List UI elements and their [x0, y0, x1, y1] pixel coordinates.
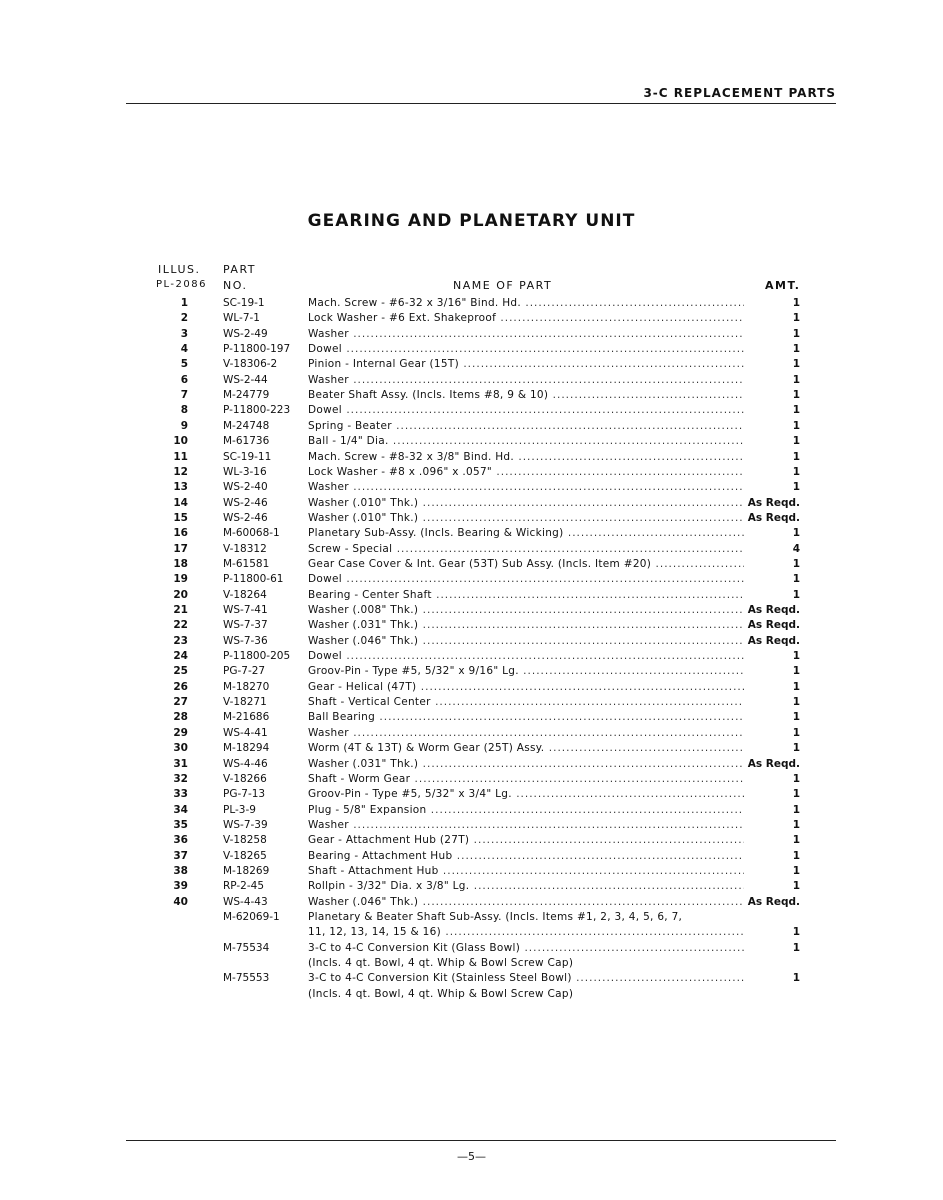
part-number: M-75553: [223, 972, 270, 985]
col-name-label: NAME OF PART: [453, 279, 553, 292]
table-row: [0, 634, 943, 649]
part-name: Rollpin - 3/32" Dia. x 3/8" Lg. .....: [308, 879, 744, 894]
part-name: Beater Shaft Assy. (Incls. Items #8, 9 & 10) .....: [308, 388, 744, 403]
illus-number: 1: [180, 297, 188, 309]
part-number: P-11800-205: [223, 650, 291, 663]
part-name: Washer .....: [308, 373, 744, 388]
part-name: Washer (.031" Thk.) .....: [308, 618, 744, 633]
part-number: M-24779: [223, 389, 270, 402]
part-number: WS-7-37: [223, 619, 268, 632]
illus-number: 24: [173, 650, 188, 663]
table-row: [0, 956, 943, 971]
part-number: WS-4-43: [223, 895, 268, 908]
part-amount: 1: [792, 358, 800, 371]
table-row: [0, 726, 943, 741]
part-name: Groov-Pin - Type #5, 5/32" x 9/16" Lg. .....: [308, 664, 744, 679]
part-amount: 1: [792, 373, 800, 386]
part-name: Washer (.010" Thk.) .....: [308, 511, 744, 526]
table-row: [0, 511, 943, 526]
part-number: M-18269: [223, 864, 270, 877]
part-number: V-18265: [223, 849, 267, 862]
part-number: SC-19-1: [223, 297, 265, 309]
part-amount: 1: [792, 573, 800, 586]
part-number: WS-2-46: [223, 511, 268, 524]
table-row: [0, 695, 943, 710]
table-row: [0, 879, 943, 894]
illus-number: 12: [173, 465, 188, 478]
part-amount: 1: [792, 465, 800, 478]
part-name: 3-C to 4-C Conversion Kit (Glass Bowl) .....: [308, 941, 744, 956]
part-amount: 1: [792, 926, 800, 939]
part-amount: 1: [792, 849, 800, 862]
table-row: [0, 710, 943, 725]
part-amount: 1: [792, 742, 800, 755]
footer-rule: [126, 1140, 836, 1141]
part-name: Ball Bearing .....: [308, 710, 744, 725]
table-row: [0, 925, 943, 940]
part-number: PG-7-27: [223, 665, 266, 678]
illus-number: 16: [173, 527, 188, 540]
part-name: Shaft - Vertical Center .....: [308, 695, 744, 710]
table-row: [0, 465, 943, 480]
table-row: [0, 311, 943, 326]
part-amount: 1: [792, 772, 800, 785]
part-name: Pinion - Internal Gear (15T) .....: [308, 357, 744, 372]
table-row: [0, 526, 943, 541]
part-amount: 1: [792, 941, 800, 954]
part-number: V-18264: [223, 588, 267, 601]
table-row: [0, 895, 943, 910]
table-row: [0, 388, 943, 403]
part-amount: 1: [792, 588, 800, 601]
table-row: [0, 557, 943, 572]
part-name: Gear - Helical (47T) .....: [308, 680, 744, 695]
illus-number: 17: [173, 542, 188, 555]
part-amount: As Reqd.: [747, 511, 800, 524]
table-row: [0, 327, 943, 342]
illus-number: 32: [173, 772, 188, 785]
part-name: Mach. Screw - #8-32 x 3/8" Bind. Hd. .....: [308, 450, 744, 465]
page-header: [0, 84, 943, 106]
table-row: [0, 403, 943, 418]
part-amount: 1: [792, 435, 800, 448]
illus-number: 19: [173, 573, 188, 586]
part-number: WS-2-49: [223, 327, 268, 340]
part-number: WS-7-41: [223, 604, 268, 616]
part-name: Washer (.031" Thk.) .....: [308, 757, 744, 772]
part-number: WS-4-41: [223, 726, 268, 739]
part-number: M-18270: [223, 680, 270, 693]
part-number: M-61736: [223, 435, 270, 448]
table-row: [0, 818, 943, 833]
part-amount: 1: [792, 665, 800, 678]
illus-number: 37: [173, 849, 188, 862]
part-name: Shaft - Worm Gear .....: [308, 772, 744, 787]
part-number: WS-7-39: [223, 818, 268, 831]
illus-number: 9: [180, 419, 188, 432]
illus-number: 10: [173, 435, 188, 448]
part-number: WL-3-16: [223, 465, 267, 478]
table-row: [0, 772, 943, 787]
part-name: Planetary & Beater Shaft Sub-Assy. (Incls. Items #1, 2, 3, 4, 5, 6, 7,: [308, 911, 683, 923]
illus-number: 40: [173, 895, 188, 908]
part-name: Worm (4T & 13T) & Worm Gear (25T) Assy. .....: [308, 741, 744, 756]
col-illus-label-1: ILLUS.: [158, 263, 201, 276]
part-name: Washer .....: [308, 818, 744, 833]
part-name: Washer (.010" Thk.) .....: [308, 496, 744, 511]
part-amount: 1: [792, 527, 800, 540]
illus-number: 2: [180, 312, 188, 325]
page-title: GEARING AND PLANETARY UNIT: [307, 211, 636, 231]
table-row: [0, 649, 943, 664]
part-name: Gear - Attachment Hub (27T) .....: [308, 833, 744, 848]
part-name: (Incls. 4 qt. Bowl, 4 qt. Whip & Bowl Screw Cap): [308, 987, 574, 1000]
part-number: P-11800-223: [223, 404, 291, 417]
part-amount: As Reqd.: [747, 604, 800, 616]
col-part-label-2: NO.: [223, 279, 248, 292]
table-row: [0, 941, 943, 956]
part-number: V-18271: [223, 696, 267, 709]
part-amount: 1: [792, 818, 800, 831]
part-amount: As Reqd.: [747, 619, 800, 632]
illus-number: 27: [173, 696, 188, 709]
illus-number: 30: [173, 742, 188, 755]
table-row: [0, 419, 943, 434]
part-name: Screw - Special .....: [308, 542, 744, 557]
part-number: WL-7-1: [223, 312, 260, 325]
illus-number: 36: [173, 834, 188, 847]
part-number: P-11800-197: [223, 343, 291, 356]
table-row: [0, 357, 943, 372]
part-name: Spring - Beater .....: [308, 419, 744, 434]
illus-number: 23: [173, 634, 188, 647]
illus-number: 4: [180, 343, 188, 356]
part-amount: 1: [792, 650, 800, 663]
part-name: Shaft - Attachment Hub .....: [308, 864, 744, 879]
part-name: Washer .....: [308, 327, 744, 342]
illus-number: 33: [173, 788, 188, 801]
part-number: WS-2-46: [223, 496, 268, 509]
part-name: Washer .....: [308, 726, 744, 741]
illus-number: 35: [173, 818, 188, 831]
part-amount: 1: [792, 404, 800, 417]
table-row: [0, 680, 943, 695]
part-name: Planetary Sub-Assy. (Incls. Bearing & Wicking) .....: [308, 526, 744, 541]
table-row: [0, 833, 943, 848]
table-row: [0, 296, 943, 311]
illus-number: 21: [173, 604, 188, 616]
part-amount: 1: [792, 880, 800, 893]
part-name: Bearing - Attachment Hub .....: [308, 849, 744, 864]
table-row: [0, 450, 943, 465]
header-section-title: 3-C REPLACEMENT PARTS: [643, 86, 836, 100]
part-amount: 1: [792, 788, 800, 801]
col-illus-label-2: PL-2086: [156, 279, 207, 290]
part-number: PL-3-9: [223, 803, 256, 816]
part-amount: 1: [792, 864, 800, 877]
part-number: WS-7-36: [223, 634, 268, 647]
part-number: WS-4-46: [223, 757, 268, 770]
part-name: Washer (.046" Thk.) .....: [308, 895, 744, 910]
table-row: [0, 864, 943, 879]
illus-number: 20: [173, 588, 188, 601]
part-name: Washer (.008" Thk.) .....: [308, 603, 744, 618]
part-number: P-11800-61: [223, 573, 284, 586]
part-amount: 1: [792, 312, 800, 325]
part-amount: As Reqd.: [747, 757, 800, 770]
col-amt-label: AMT.: [765, 279, 801, 292]
table-row: [0, 987, 943, 1002]
table-row: [0, 741, 943, 756]
part-amount: 1: [792, 481, 800, 494]
table-row: [0, 971, 943, 986]
part-amount: As Reqd.: [747, 895, 800, 908]
part-amount: 1: [792, 972, 800, 985]
illus-number: 3: [180, 327, 188, 340]
part-amount: 1: [792, 557, 800, 570]
part-number: M-21686: [223, 711, 270, 724]
part-amount: 1: [792, 803, 800, 816]
part-name: Bearing - Center Shaft .....: [308, 588, 744, 603]
illus-number: 31: [173, 757, 188, 770]
part-number: M-62069-1: [223, 911, 280, 923]
table-row: [0, 480, 943, 495]
part-name: Dowel .....: [308, 572, 744, 587]
part-name: Plug - 5/8" Expansion .....: [308, 803, 744, 818]
part-name: Gear Case Cover & Int. Gear (53T) Sub Assy. (Incls. Item #20) .....: [308, 557, 744, 572]
part-number: M-60068-1: [223, 527, 280, 540]
part-amount: 1: [792, 726, 800, 739]
part-number: SC-19-11: [223, 450, 272, 463]
part-amount: 1: [792, 343, 800, 356]
table-row: [0, 787, 943, 802]
part-number: M-75534: [223, 941, 270, 954]
illus-number: 28: [173, 711, 188, 724]
table-row: [0, 664, 943, 679]
part-amount: 1: [792, 680, 800, 693]
table-row: [0, 757, 943, 772]
illus-number: 39: [173, 880, 188, 893]
part-name: 11, 12, 13, 14, 15 & 16) .....: [308, 925, 744, 940]
illus-number: 8: [180, 404, 188, 417]
table-row: [0, 603, 943, 618]
part-name: Dowel .....: [308, 342, 744, 357]
table-row: [0, 373, 943, 388]
part-name: Washer (.046" Thk.) .....: [308, 634, 744, 649]
table-row: [0, 434, 943, 449]
illus-number: 26: [173, 680, 188, 693]
illus-number: 38: [173, 864, 188, 877]
part-name: Dowel .....: [308, 649, 744, 664]
part-amount: 1: [792, 450, 800, 463]
part-name: 3-C to 4-C Conversion Kit (Stainless Steel Bowl) .....: [308, 971, 744, 986]
illus-number: 18: [173, 557, 188, 570]
table-row: [0, 849, 943, 864]
illus-number: 11: [173, 450, 188, 463]
part-amount: 1: [792, 297, 800, 309]
table-row: [0, 572, 943, 587]
part-number: V-18266: [223, 772, 267, 785]
part-amount: As Reqd.: [747, 496, 800, 509]
part-number: M-61581: [223, 557, 270, 570]
part-name: Washer .....: [308, 480, 744, 495]
part-amount: 1: [792, 696, 800, 709]
illus-number: 14: [173, 496, 188, 509]
part-name: Dowel .....: [308, 403, 744, 418]
header-rule: [126, 103, 836, 104]
part-name: Mach. Screw - #6-32 x 3/16" Bind. Hd. .....: [308, 296, 744, 311]
illus-number: 7: [180, 389, 188, 402]
part-number: V-18306-2: [223, 358, 278, 371]
illus-number: 29: [173, 726, 188, 739]
part-amount: As Reqd.: [747, 634, 800, 647]
part-number: M-24748: [223, 419, 270, 432]
part-amount: 1: [792, 711, 800, 724]
illus-number: 15: [173, 511, 188, 524]
table-row: [0, 910, 943, 925]
part-name: (Incls. 4 qt. Bowl, 4 qt. Whip & Bowl Screw Cap): [308, 957, 574, 970]
illus-number: 25: [173, 665, 188, 678]
part-number: WS-2-40: [223, 481, 268, 494]
part-number: RP-2-45: [223, 880, 265, 893]
illus-number: 6: [180, 373, 188, 386]
part-number: PG-7-13: [223, 788, 266, 801]
illus-number: 22: [173, 619, 188, 632]
illus-number: 13: [173, 481, 188, 494]
table-row: [0, 588, 943, 603]
part-number: V-18258: [223, 834, 267, 847]
part-number: M-18294: [223, 742, 270, 755]
part-name: Groov-Pin - Type #5, 5/32" x 3/4" Lg. .....: [308, 787, 744, 802]
part-amount: 4: [792, 542, 800, 555]
col-part-label-1: PART: [223, 263, 257, 276]
table-row: [0, 618, 943, 633]
part-name: Ball - 1/4" Dia. .....: [308, 434, 744, 449]
table-row: [0, 342, 943, 357]
illus-number: 34: [173, 803, 188, 816]
part-number: WS-2-44: [223, 373, 268, 386]
page-number: —5—: [457, 1150, 486, 1163]
part-amount: 1: [792, 389, 800, 402]
part-amount: 1: [792, 327, 800, 340]
illus-number: 5: [180, 358, 188, 371]
part-amount: 1: [792, 834, 800, 847]
table-row: [0, 496, 943, 511]
table-row: [0, 803, 943, 818]
part-number: V-18312: [223, 542, 267, 555]
part-name: Lock Washer - #8 x .096" x .057" .....: [308, 465, 744, 480]
part-name: Lock Washer - #6 Ext. Shakeproof .....: [308, 311, 744, 326]
part-amount: 1: [792, 419, 800, 432]
table-row: [0, 542, 943, 557]
